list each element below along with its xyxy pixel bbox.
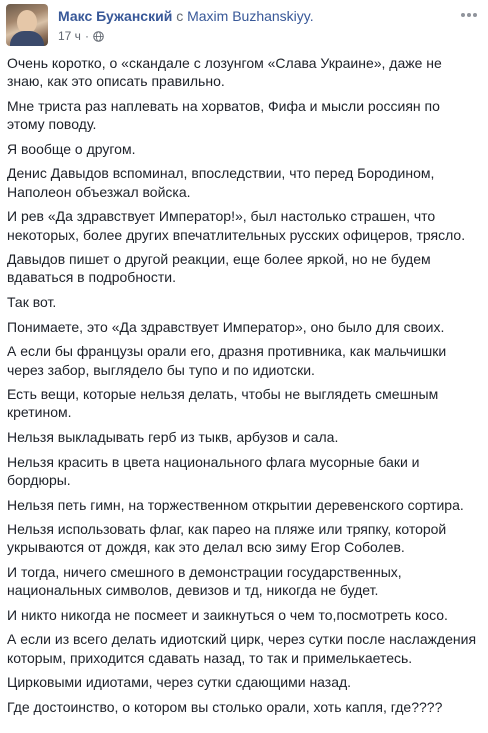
post-paragraph: А если из всего делать идиотский цирк, через сутки после наслаждения которым, приходится сдавать назад, то так и примелькаетесь. (7, 631, 477, 666)
post-paragraph: Есть вещи, которые нельзя делать, чтобы не выглядеть смешным кретином. (7, 386, 439, 421)
post-paragraph: Нельзя использовать флаг, как парео на пляже или тряпку, которой укрываются от дождя, как это делал всю зиму Егор Соболев. (7, 521, 447, 556)
post-paragraph: Нельзя красить в цвета национального флага мусорные баки и бордюры. (7, 453, 420, 488)
post-paragraph: Так вот. (7, 294, 57, 311)
post-paragraph: Денис Давыдов вспоминал, впоследствии, что перед Бородином, Наполеон объезжал войска. (7, 165, 435, 200)
avatar-body (10, 31, 44, 46)
post-paragraph: И никто никогда не посмеет и заикнуться о чем то,посмотреть косо. (7, 606, 448, 623)
author-avatar[interactable] (6, 4, 48, 46)
post-paragraph: Я вообще о другом. (7, 140, 136, 157)
post-paragraph: Мне триста раз наплевать на хорватов, Фифа и мысли россиян по этому поводу. (7, 97, 440, 133)
with-word: с (176, 8, 184, 24)
post-paragraph: Очень коротко, о «скандале с лозунгом «Слава Украине», даже не знаю, как это описать правильно. (7, 55, 442, 90)
post-paragraph: И рев «Да здравствует Император!», был настолько страшен, что некоторых, более других впечатлительных русских офицеров, трясло. (7, 208, 466, 243)
author-name-link[interactable]: Макс Бужанский (58, 8, 173, 24)
author-line (58, 7, 314, 25)
post-paragraph: А если бы французы орали его, дразня противника, как мальчишки через забор, выглядело бы тупо и по идиотски. (7, 343, 447, 378)
post-paragraph: Нельзя выкладывать герб из тыкв, арбузов и сала. (7, 429, 339, 446)
post-paragraph: Цирковыми идиотами, через сутки сдающими назад. (7, 674, 352, 691)
post-meta (58, 28, 104, 44)
post-body (7, 54, 477, 723)
post-paragraph: И тогда, ничего смешного в демонстрации государственных, национальных символов, девизов и тд, никогда не будет. (7, 563, 402, 599)
post-paragraph: Нельзя петь гимн, на торжественном открытии деревенского сортира. (7, 496, 464, 513)
post-paragraph: Где достоинство, о котором вы столько орали, хоть капля, где???? (7, 698, 443, 715)
meta-separator: · (84, 29, 89, 43)
post-paragraph: Понимаете, это «Да здравствует Император», оно было для своих. (7, 318, 445, 335)
tagged-user-link[interactable]: Maxim Buzhanskiyy. (187, 8, 314, 24)
post-timestamp[interactable]: 17 ч (58, 29, 81, 43)
more-options-icon[interactable] (458, 6, 480, 24)
post-paragraph: Давыдов пишет о другой реакции, еще более яркой, но не будем вдаваться в подробности. (7, 251, 431, 286)
post-header (6, 4, 482, 44)
globe-icon[interactable] (93, 31, 104, 42)
